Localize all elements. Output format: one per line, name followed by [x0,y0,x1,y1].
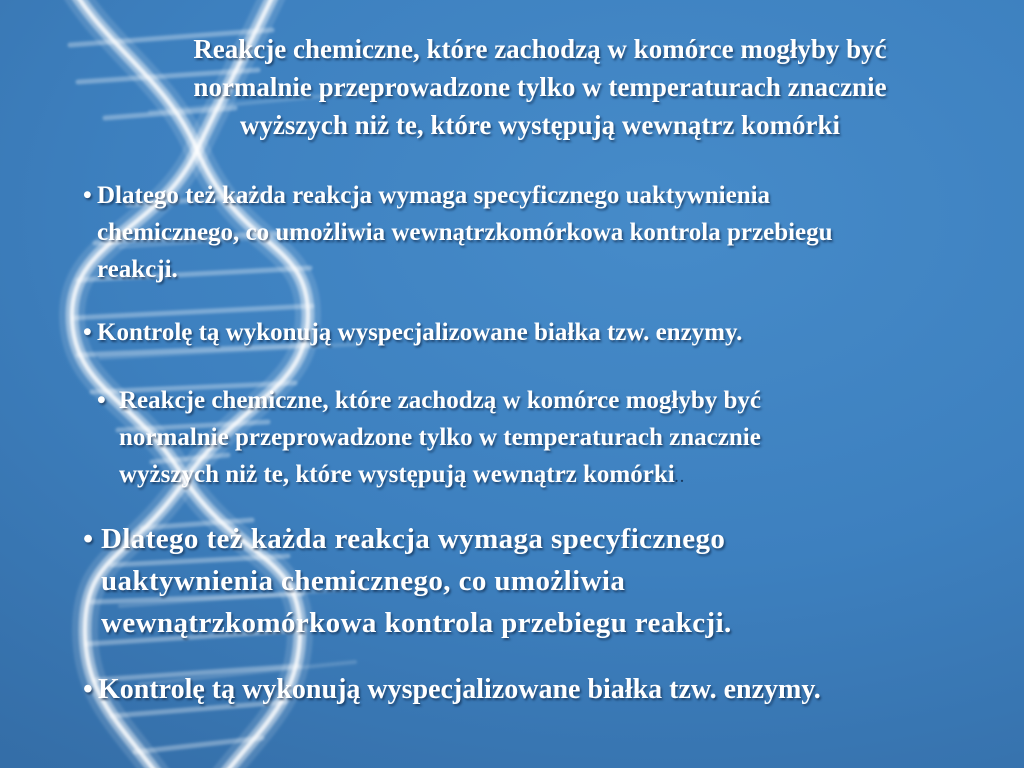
slide-title [90,30,990,144]
bullet-line: chemicznego, co umożliwia wewnątrzkomórkowa kontrola przebiegu [97,219,833,246]
bullet-line: normalnie przeprowadzone tylko w temperaturach znacznie [119,424,761,451]
bullet-item-5 [83,670,821,710]
bullet-line [119,456,761,497]
title-line-1: Reakcje chemiczne, które zachodzą w komórce mogłyby być [193,34,887,64]
bullet-marker: • [83,319,92,346]
bullet-item-4 [83,518,732,644]
bullet-item-3 [97,382,761,497]
bullet-line: wewnątrzkomórkowa kontrola przebiegu reakcji. [101,607,732,639]
small-dots-suffix: .. [674,471,686,486]
bullet-item-1 [83,177,833,288]
bullet-line: Dlatego też każda reakcja wymaga specyficznego [101,523,726,555]
title-line-3: wyższych niż te, które występują wewnątrz komórki [239,110,841,140]
bullet-line: Dlatego też każda reakcja wymaga specyficznego uaktywnienia [97,182,771,209]
bullet-line: Kontrolę tą wykonują wyspecjalizowane białka tzw. enzymy. [97,319,743,346]
bullet-line: Kontrolę tą wykonują wyspecjalizowane białka tzw. enzymy. [98,674,821,705]
bullet-line: reakcji. [97,256,178,283]
bullet-item-2 [83,314,743,351]
title-line-2: normalnie przeprowadzone tylko w temperaturach znacznie [193,72,887,102]
bullet-line: uaktywnienia chemicznego, co umożliwia [101,565,626,597]
bullet-marker: • [97,387,106,414]
bullet-line-text: wyższych niż te, które występują wewnątrz komórki [119,461,675,488]
bullet-line: Reakcje chemiczne, które zachodzą w komórce mogłyby być [119,387,761,414]
bullet-marker: • [83,182,92,209]
bullet-marker: • [83,674,93,705]
bullet-marker: • [83,523,94,555]
